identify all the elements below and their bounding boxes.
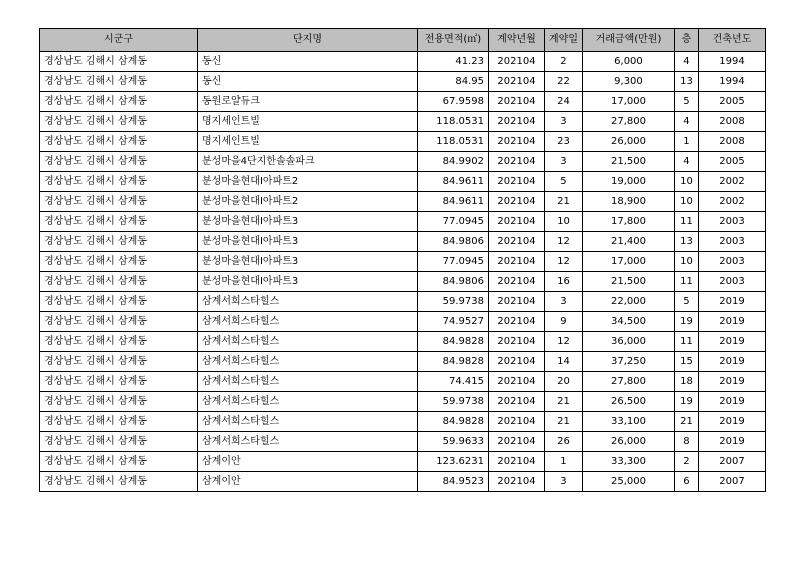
cell-price: 19,000 <box>582 172 674 192</box>
table-row <box>40 432 766 452</box>
cell-area: 74.9527 <box>418 312 489 332</box>
cell-district: 경상남도 김해시 삼계동 <box>40 292 198 312</box>
cell-district: 경상남도 김해시 삼계동 <box>40 252 198 272</box>
cell-contract-month: 202104 <box>489 472 545 492</box>
cell-district: 경상남도 김해시 삼계동 <box>40 92 198 112</box>
cell-contract-month: 202104 <box>489 132 545 152</box>
cell-built-year: 2003 <box>698 212 765 232</box>
cell-contract-day: 23 <box>545 132 583 152</box>
cell-contract-day: 22 <box>545 72 583 92</box>
table-row <box>40 192 766 212</box>
cell-contract-day: 10 <box>545 212 583 232</box>
cell-complex-name: 삼계서희스타힐스 <box>198 352 418 372</box>
cell-price: 36,000 <box>582 332 674 352</box>
cell-complex-name: 삼계이안 <box>198 472 418 492</box>
cell-district: 경상남도 김해시 삼계동 <box>40 372 198 392</box>
table-row <box>40 292 766 312</box>
cell-district: 경상남도 김해시 삼계동 <box>40 132 198 152</box>
cell-floor: 19 <box>674 392 698 412</box>
cell-area: 84.9611 <box>418 192 489 212</box>
table-row <box>40 92 766 112</box>
header-floor: 층 <box>674 29 698 52</box>
table-row <box>40 272 766 292</box>
cell-area: 84.95 <box>418 72 489 92</box>
cell-floor: 1 <box>674 132 698 152</box>
cell-floor: 15 <box>674 352 698 372</box>
cell-price: 26,000 <box>582 432 674 452</box>
cell-contract-day: 21 <box>545 392 583 412</box>
cell-district: 경상남도 김해시 삼계동 <box>40 452 198 472</box>
cell-built-year: 2002 <box>698 192 765 212</box>
cell-contract-day: 9 <box>545 312 583 332</box>
cell-floor: 11 <box>674 332 698 352</box>
header-area: 전용면적(㎡) <box>418 29 489 52</box>
cell-area: 84.9611 <box>418 172 489 192</box>
cell-price: 21,500 <box>582 152 674 172</box>
header-built-year: 건축년도 <box>698 29 765 52</box>
cell-price: 26,000 <box>582 132 674 152</box>
cell-district: 경상남도 김해시 삼계동 <box>40 72 198 92</box>
cell-contract-day: 5 <box>545 172 583 192</box>
header-contract-day: 계약일 <box>545 29 583 52</box>
transactions-table <box>39 28 766 492</box>
cell-area: 67.9598 <box>418 92 489 112</box>
cell-contract-day: 20 <box>545 372 583 392</box>
cell-area: 118.0531 <box>418 112 489 132</box>
cell-contract-month: 202104 <box>489 292 545 312</box>
cell-area: 59.9738 <box>418 392 489 412</box>
cell-complex-name: 동신 <box>198 52 418 72</box>
cell-district: 경상남도 김해시 삼계동 <box>40 272 198 292</box>
cell-complex-name: 삼계서희스타힐스 <box>198 432 418 452</box>
cell-contract-month: 202104 <box>489 172 545 192</box>
cell-contract-month: 202104 <box>489 272 545 292</box>
cell-contract-day: 12 <box>545 332 583 352</box>
header-complex-name: 단지명 <box>198 29 418 52</box>
cell-built-year: 2019 <box>698 352 765 372</box>
cell-area: 41.23 <box>418 52 489 72</box>
cell-contract-day: 14 <box>545 352 583 372</box>
cell-contract-month: 202104 <box>489 112 545 132</box>
cell-contract-day: 2 <box>545 52 583 72</box>
cell-contract-day: 3 <box>545 112 583 132</box>
table-row <box>40 332 766 352</box>
cell-price: 27,800 <box>582 372 674 392</box>
table-row <box>40 392 766 412</box>
cell-price: 21,400 <box>582 232 674 252</box>
cell-area: 84.9806 <box>418 232 489 252</box>
cell-built-year: 2019 <box>698 372 765 392</box>
cell-floor: 10 <box>674 172 698 192</box>
cell-complex-name: 삼계서희스타힐스 <box>198 292 418 312</box>
cell-district: 경상남도 김해시 삼계동 <box>40 152 198 172</box>
cell-area: 74.415 <box>418 372 489 392</box>
cell-complex-name: 삼계서희스타힐스 <box>198 332 418 352</box>
cell-area: 84.9828 <box>418 352 489 372</box>
cell-district: 경상남도 김해시 삼계동 <box>40 392 198 412</box>
cell-district: 경상남도 김해시 삼계동 <box>40 312 198 332</box>
cell-contract-day: 24 <box>545 92 583 112</box>
cell-contract-month: 202104 <box>489 352 545 372</box>
cell-floor: 11 <box>674 272 698 292</box>
table-row <box>40 72 766 92</box>
cell-contract-day: 21 <box>545 412 583 432</box>
cell-district: 경상남도 김해시 삼계동 <box>40 172 198 192</box>
cell-floor: 13 <box>674 72 698 92</box>
cell-complex-name: 분성마을현대I아파트3 <box>198 232 418 252</box>
cell-floor: 19 <box>674 312 698 332</box>
cell-contract-day: 3 <box>545 152 583 172</box>
cell-complex-name: 명지세인트빌 <box>198 112 418 132</box>
cell-contract-month: 202104 <box>489 232 545 252</box>
cell-contract-month: 202104 <box>489 312 545 332</box>
table-row <box>40 112 766 132</box>
cell-built-year: 2003 <box>698 232 765 252</box>
cell-complex-name: 분성마을현대I아파트3 <box>198 272 418 292</box>
cell-complex-name: 삼계서희스타힐스 <box>198 372 418 392</box>
table-row <box>40 132 766 152</box>
cell-price: 18,900 <box>582 192 674 212</box>
cell-contract-day: 12 <box>545 252 583 272</box>
cell-contract-day: 26 <box>545 432 583 452</box>
cell-contract-day: 3 <box>545 472 583 492</box>
cell-contract-day: 12 <box>545 232 583 252</box>
cell-floor: 18 <box>674 372 698 392</box>
cell-price: 17,000 <box>582 252 674 272</box>
table-row <box>40 312 766 332</box>
cell-price: 21,500 <box>582 272 674 292</box>
cell-contract-day: 1 <box>545 452 583 472</box>
cell-price: 26,500 <box>582 392 674 412</box>
cell-complex-name: 삼계서희스타힐스 <box>198 392 418 412</box>
table-row <box>40 472 766 492</box>
header-row <box>40 29 766 52</box>
cell-contract-month: 202104 <box>489 212 545 232</box>
cell-contract-month: 202104 <box>489 72 545 92</box>
cell-area: 59.9633 <box>418 432 489 452</box>
cell-complex-name: 삼계서희스타힐스 <box>198 412 418 432</box>
cell-built-year: 2019 <box>698 292 765 312</box>
cell-floor: 6 <box>674 472 698 492</box>
cell-built-year: 2019 <box>698 412 765 432</box>
cell-built-year: 2008 <box>698 112 765 132</box>
cell-built-year: 2003 <box>698 272 765 292</box>
cell-contract-month: 202104 <box>489 392 545 412</box>
cell-floor: 5 <box>674 292 698 312</box>
cell-built-year: 1994 <box>698 72 765 92</box>
cell-contract-month: 202104 <box>489 252 545 272</box>
cell-floor: 21 <box>674 412 698 432</box>
table-row <box>40 412 766 432</box>
cell-floor: 10 <box>674 192 698 212</box>
cell-area: 123.6231 <box>418 452 489 472</box>
cell-price: 34,500 <box>582 312 674 332</box>
cell-area: 84.9828 <box>418 412 489 432</box>
cell-district: 경상남도 김해시 삼계동 <box>40 212 198 232</box>
cell-district: 경상남도 김해시 삼계동 <box>40 472 198 492</box>
cell-price: 27,800 <box>582 112 674 132</box>
table-row <box>40 52 766 72</box>
cell-built-year: 2019 <box>698 432 765 452</box>
cell-district: 경상남도 김해시 삼계동 <box>40 412 198 432</box>
table-row <box>40 372 766 392</box>
cell-contract-month: 202104 <box>489 52 545 72</box>
cell-built-year: 2019 <box>698 332 765 352</box>
cell-complex-name: 분성마을현대I아파트2 <box>198 172 418 192</box>
cell-district: 경상남도 김해시 삼계동 <box>40 192 198 212</box>
cell-floor: 11 <box>674 212 698 232</box>
cell-floor: 4 <box>674 112 698 132</box>
cell-price: 17,800 <box>582 212 674 232</box>
cell-built-year: 2019 <box>698 392 765 412</box>
cell-built-year: 2019 <box>698 312 765 332</box>
cell-floor: 5 <box>674 92 698 112</box>
cell-complex-name: 분성마을현대I아파트3 <box>198 252 418 272</box>
cell-floor: 4 <box>674 152 698 172</box>
cell-area: 77.0945 <box>418 212 489 232</box>
header-price: 거래금액(만원) <box>582 29 674 52</box>
cell-area: 84.9902 <box>418 152 489 172</box>
cell-contract-month: 202104 <box>489 432 545 452</box>
cell-area: 84.9806 <box>418 272 489 292</box>
table-row <box>40 452 766 472</box>
cell-complex-name: 동원로얄듀크 <box>198 92 418 112</box>
cell-contract-day: 3 <box>545 292 583 312</box>
cell-contract-month: 202104 <box>489 192 545 212</box>
cell-price: 33,300 <box>582 452 674 472</box>
cell-floor: 10 <box>674 252 698 272</box>
cell-complex-name: 동신 <box>198 72 418 92</box>
header-contract-month: 계약년월 <box>489 29 545 52</box>
cell-area: 84.9828 <box>418 332 489 352</box>
cell-area: 59.9738 <box>418 292 489 312</box>
cell-area: 77.0945 <box>418 252 489 272</box>
cell-built-year: 2007 <box>698 452 765 472</box>
cell-price: 25,000 <box>582 472 674 492</box>
cell-floor: 8 <box>674 432 698 452</box>
cell-complex-name: 삼계이안 <box>198 452 418 472</box>
cell-district: 경상남도 김해시 삼계동 <box>40 332 198 352</box>
cell-built-year: 2005 <box>698 152 765 172</box>
table-row <box>40 232 766 252</box>
cell-complex-name: 분성마을4단지한솔솔파크 <box>198 152 418 172</box>
cell-contract-month: 202104 <box>489 332 545 352</box>
cell-contract-month: 202104 <box>489 152 545 172</box>
cell-district: 경상남도 김해시 삼계동 <box>40 232 198 252</box>
table-row <box>40 212 766 232</box>
cell-price: 33,100 <box>582 412 674 432</box>
cell-price: 37,250 <box>582 352 674 372</box>
cell-area: 84.9523 <box>418 472 489 492</box>
cell-complex-name: 명지세인트빌 <box>198 132 418 152</box>
cell-district: 경상남도 김해시 삼계동 <box>40 112 198 132</box>
cell-price: 9,300 <box>582 72 674 92</box>
cell-contract-month: 202104 <box>489 92 545 112</box>
cell-complex-name: 분성마을현대I아파트2 <box>198 192 418 212</box>
cell-district: 경상남도 김해시 삼계동 <box>40 52 198 72</box>
cell-floor: 4 <box>674 52 698 72</box>
cell-contract-month: 202104 <box>489 452 545 472</box>
header-district: 시군구 <box>40 29 198 52</box>
cell-built-year: 2003 <box>698 252 765 272</box>
cell-district: 경상남도 김해시 삼계동 <box>40 432 198 452</box>
cell-built-year: 2008 <box>698 132 765 152</box>
cell-floor: 13 <box>674 232 698 252</box>
cell-complex-name: 분성마을현대I아파트3 <box>198 212 418 232</box>
cell-built-year: 2002 <box>698 172 765 192</box>
table-row <box>40 172 766 192</box>
cell-contract-day: 21 <box>545 192 583 212</box>
cell-area: 118.0531 <box>418 132 489 152</box>
cell-built-year: 2007 <box>698 472 765 492</box>
cell-contract-day: 16 <box>545 272 583 292</box>
table-row <box>40 352 766 372</box>
cell-contract-month: 202104 <box>489 412 545 432</box>
cell-price: 17,000 <box>582 92 674 112</box>
cell-contract-month: 202104 <box>489 372 545 392</box>
cell-price: 6,000 <box>582 52 674 72</box>
cell-floor: 2 <box>674 452 698 472</box>
table-row <box>40 152 766 172</box>
table-row <box>40 252 766 272</box>
cell-price: 22,000 <box>582 292 674 312</box>
cell-complex-name: 삼계서희스타힐스 <box>198 312 418 332</box>
cell-built-year: 2005 <box>698 92 765 112</box>
cell-built-year: 1994 <box>698 52 765 72</box>
cell-district: 경상남도 김해시 삼계동 <box>40 352 198 372</box>
